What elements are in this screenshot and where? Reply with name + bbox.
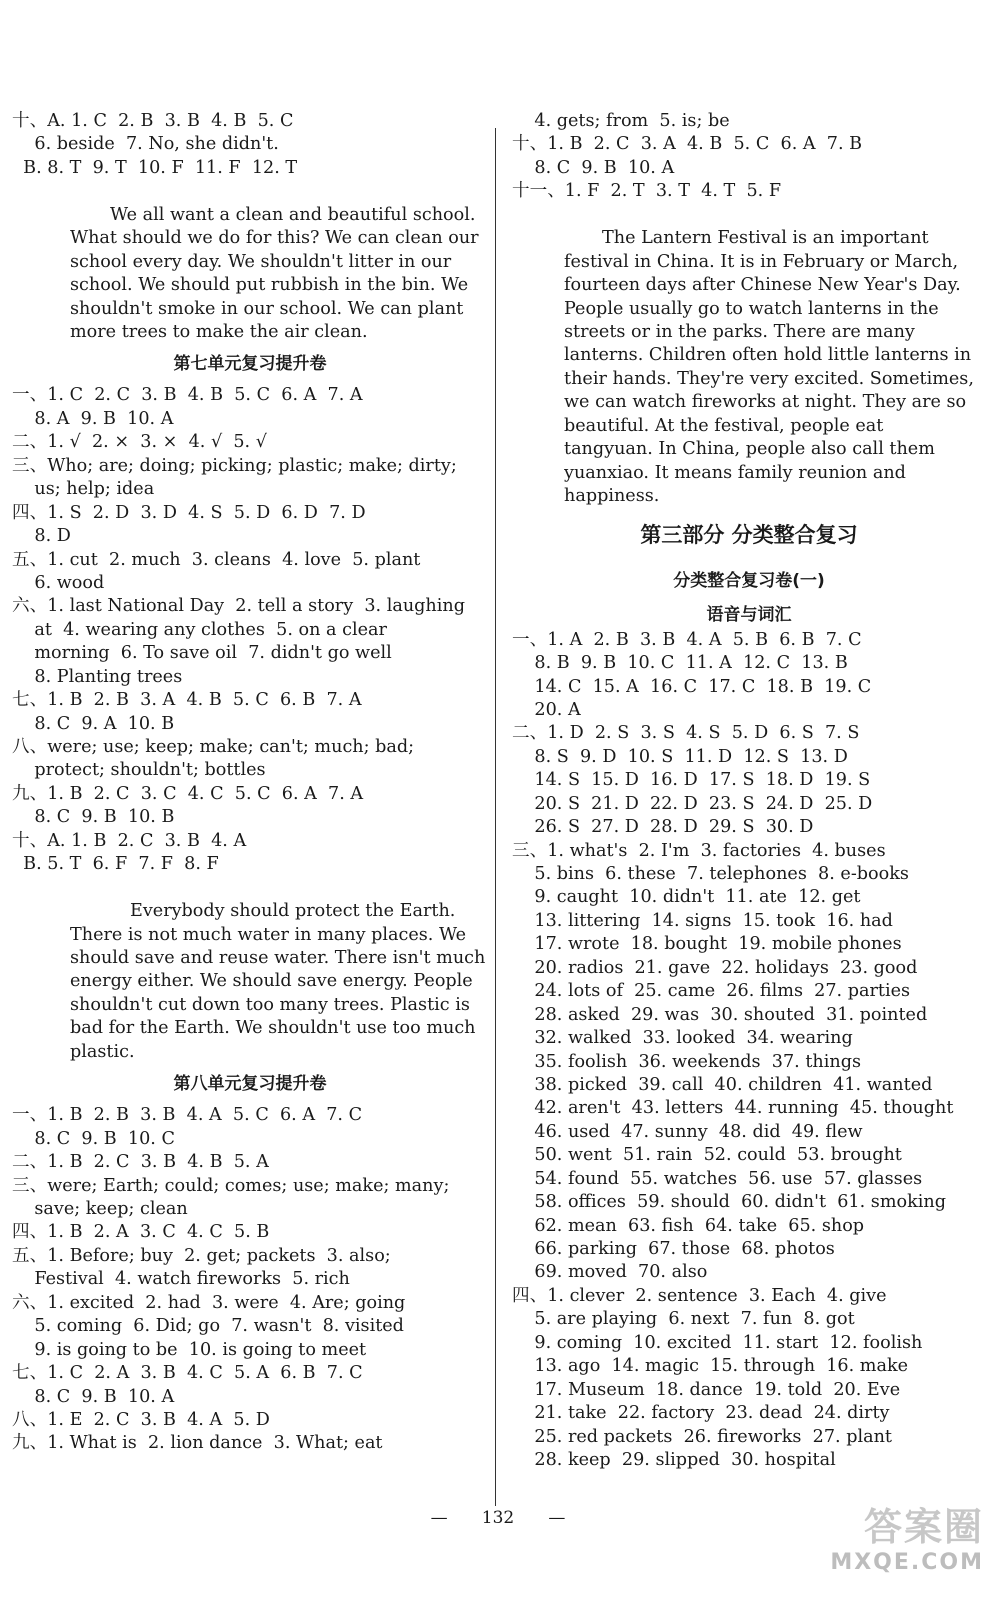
answer-line: 六、1. last National Day 2. tell a story 3. laughing (12, 596, 465, 617)
answer-line: 四、1. B 2. A 3. C 4. C 5. B (12, 1222, 270, 1243)
essay-line: beautiful. At the festival, people eat (564, 415, 884, 436)
essay-line: energy either. We should save energy. People (70, 971, 473, 992)
essay-line: People usually go to watch lanterns in the (564, 298, 939, 319)
answer-line: 13. ago 14. magic 15. through 16. make (512, 1356, 909, 1377)
answer-line: 九、1. What is 2. lion dance 3. What; eat (12, 1433, 383, 1454)
essay-line: We all want a clean and beautiful school. (110, 204, 476, 225)
answer-line: 69. moved 70. also (512, 1262, 708, 1283)
essay-line: festival in China. It is in February or March, (564, 251, 959, 272)
answer-line: 一、1. B 2. B 3. B 4. A 5. C 6. A 7. C (12, 1105, 363, 1126)
left-column (12, 110, 488, 1456)
answer-line: 24. lots of 25. came 26. films 27. parties (512, 981, 911, 1002)
answer-line: 17. wrote 18. bought 19. mobile phones (512, 934, 902, 955)
answer-line: 5. coming 6. Did; go 7. wasn't 8. visited (12, 1316, 404, 1337)
answer-line: morning 6. To save oil 7. didn't go well (12, 643, 392, 664)
answer-line: 20. radios 21. gave 22. holidays 23. good (512, 957, 918, 978)
answer-line: 17. Museum 18. dance 19. told 20. Eve (512, 1379, 901, 1400)
answer-line: us; help; idea (12, 479, 155, 500)
answer-line: 8. D (12, 526, 71, 547)
answer-line: 13. littering 14. signs 15. took 16. had (512, 910, 893, 931)
page-number: — 132 — (430, 1508, 566, 1528)
answer-line: 35. foolish 36. weekends 37. things (512, 1051, 861, 1072)
essay-header (512, 204, 986, 227)
answer-line: 8. C 9. B 10. C (12, 1128, 175, 1149)
answer-line: 50. went 51. rain 52. could 53. brought (512, 1145, 902, 1166)
essay-line: streets or in the parks. There are many (564, 322, 915, 342)
part-heading: 第三部分 分类整合复习 (640, 522, 858, 547)
answer-line: 9. coming 10. excited 11. start 12. foolish (512, 1332, 923, 1353)
answer-line: 七、1. B 2. B 3. A 4. B 5. C 6. B 7. A (12, 690, 362, 711)
column-divider (495, 128, 496, 1506)
answer-line: 4. gets; from 5. is; be (512, 111, 730, 131)
unit-heading: 第八单元复习提升卷 (173, 1074, 327, 1095)
answer-line: 五、1. Before; buy 2. get; packets 3. also; (12, 1245, 391, 1266)
answer-line: protect; shouldn't; bottles (12, 760, 266, 781)
answer-line: 20. S 21. D 22. D 23. S 24. D 25. D (512, 793, 873, 814)
unit-heading: 第七单元复习提升卷 (173, 354, 327, 375)
answer-line: 二、1. D 2. S 3. S 4. S 5. D 6. S 7. S (512, 723, 860, 744)
answer-line: B. 5. T 6. F 7. F 8. F (12, 854, 219, 875)
answer-line: 十、1. B 2. C 3. A 4. B 5. C 6. A 7. B (512, 134, 863, 155)
answer-line: 46. used 47. sunny 48. did 49. flew (512, 1121, 863, 1142)
answer-line: at 4. wearing any clothes 5. on a clear (12, 619, 387, 640)
right-column (512, 110, 986, 1472)
essay-header (12, 877, 488, 900)
answer-line: 8. C 9. B 10. B (12, 807, 175, 828)
essay-body (512, 227, 986, 508)
answer-line: 26. S 27. D 28. D 29. S 30. D (512, 817, 814, 838)
essay-line: more trees to make the air clean. (70, 322, 368, 343)
answer-line: 三、1. what's 2. I'm 3. factories 4. buses (512, 840, 886, 861)
answer-line: 8. C 9. B 10. A (512, 157, 675, 178)
answer-line: 21. take 22. factory 23. dead 24. dirty (512, 1403, 890, 1424)
essay-header (12, 180, 488, 203)
answer-line: 14. C 15. A 16. C 17. C 18. B 19. C (512, 676, 872, 697)
answer-line: 66. parking 67. those 68. photos (512, 1239, 835, 1259)
answer-line: 一、1. C 2. C 3. B 4. B 5. C 6. A 7. A (12, 385, 363, 406)
essay-line: their hands. They're very excited. Sometimes, (564, 368, 974, 389)
answer-line: 四、1. clever 2. sentence 3. Each 4. give (512, 1285, 887, 1306)
essay-line: we can watch fireworks at night. They are so (564, 392, 967, 413)
answer-line: 54. found 55. watches 56. use 57. glasses (512, 1168, 923, 1189)
answer-line: 五、1. cut 2. much 3. cleans 4. love 5. plant (12, 549, 421, 570)
answer-line: 5. bins 6. these 7. telephones 8. e-books (512, 864, 909, 884)
answer-line: 八、were; use; keep; make; can't; much; bad; (12, 737, 415, 758)
answer-line: 5. are playing 6. next 7. fun 8. got (512, 1309, 855, 1330)
watermark (816, 1504, 984, 1596)
answer-line: 9. is going to be 10. is going to meet (12, 1339, 367, 1360)
answer-line: 一、1. A 2. B 3. B 4. A 5. B 6. B 7. C (512, 629, 862, 650)
answer-line: 6. beside 7. No, she didn't. (12, 134, 279, 155)
answer-line: 14. S 15. D 16. D 17. S 18. D 19. S (512, 770, 871, 791)
answer-line: 62. mean 63. fish 64. take 65. shop (512, 1215, 865, 1236)
answer-line: Festival 4. watch fireworks 5. rich (12, 1269, 350, 1290)
answer-line: 8. A 9. B 10. A (12, 408, 174, 429)
answer-line: 八、1. E 2. C 3. B 4. A 5. D (12, 1409, 270, 1430)
essay-line: plastic. (70, 1041, 135, 1062)
answer-line: 58. offices 59. should 60. didn't 61. smoking (512, 1192, 946, 1213)
essay-body (12, 204, 488, 345)
essay-line: fourteen days after Chinese New Year's Day. (564, 275, 961, 296)
answer-line: 十、A. 1. B 2. C 3. B 4. A (12, 830, 247, 851)
answer-line: 8. B 9. B 10. C 11. A 12. C 13. B (512, 653, 848, 674)
page-number-value: 132 (481, 1508, 515, 1528)
essay-line: Everybody should protect the Earth. (130, 901, 456, 922)
essay-line: shouldn't cut down too many trees. Plastic is (70, 994, 470, 1015)
answer-line: 28. keep 29. slipped 30. hospital (512, 1449, 836, 1470)
watermark-logo: 答案圈 (863, 1505, 984, 1549)
answer-line: 20. A (512, 699, 581, 720)
answer-line: B. 8. T 9. T 10. F 11. F 12. T (12, 157, 298, 178)
answer-line: 8. Planting trees (12, 666, 183, 687)
answer-line: 七、1. C 2. A 3. B 4. C 5. A 6. B 7. C (12, 1363, 363, 1384)
answer-line: 28. asked 29. was 30. shouted 31. pointed (512, 1004, 928, 1025)
essay-line: There is not much water in many places. We (70, 924, 467, 945)
answer-line: 十一、1. F 2. T 3. T 4. T 5. F (512, 181, 782, 202)
answer-line: 38. picked 39. call 40. children 41. wanted (512, 1074, 933, 1095)
essay-line: tangyuan. In China, people also call them (564, 439, 935, 460)
answer-line: save; keep; clean (12, 1199, 188, 1220)
essay-line: should save and reuse water. There isn't much (70, 948, 486, 968)
answer-line: 42. aren't 43. letters 44. running 45. thought (512, 1098, 954, 1119)
answer-line: 8. S 9. D 10. S 11. D 12. S 13. D (512, 746, 848, 767)
essay-line: What should we do for this? We can clean our (70, 228, 479, 249)
answer-line: 6. wood (12, 572, 105, 593)
essay-line: school. We should put rubbish in the bin. We (70, 275, 469, 296)
essay-line: The Lantern Festival is an important (602, 228, 929, 249)
answer-line: 32. walked 33. looked 34. wearing (512, 1028, 853, 1049)
watermark-url: MXQE.COM (830, 1550, 984, 1575)
essay-line: happiness. (564, 486, 660, 507)
answer-line: 六、1. excited 2. had 3. were 4. Are; going (12, 1292, 406, 1313)
sub-heading: 分类整合复习卷(一) (673, 570, 825, 591)
essay-line: school every day. We shouldn't litter in our (70, 251, 452, 272)
answer-line: 8. C 9. B 10. A (12, 1386, 175, 1407)
answer-line: 九、1. B 2. C 3. C 4. C 5. C 6. A 7. A (12, 783, 364, 804)
answer-line: 8. C 9. A 10. B (12, 713, 175, 734)
answer-line: 二、1. √ 2. × 3. × 4. √ 5. √ (12, 432, 267, 453)
answer-line: 三、Who; are; doing; picking; plastic; make; dirty; (12, 455, 457, 476)
essay-line: bad for the Earth. We shouldn't use too much (70, 1018, 476, 1039)
answer-line: 9. caught 10. didn't 11. ate 12. get (512, 887, 861, 908)
answer-line: 二、1. B 2. C 3. B 4. B 5. A (12, 1152, 269, 1173)
essay-line: yuanxiao. It means family reunion and (564, 462, 906, 483)
answer-line: 四、1. S 2. D 3. D 4. S 5. D 6. D 7. D (12, 502, 366, 523)
answer-line: 三、were; Earth; could; comes; use; make; many; (12, 1175, 450, 1196)
answer-line: 十、A. 1. C 2. B 3. B 4. B 5. C (12, 111, 294, 131)
answer-line: 25. red packets 26. fireworks 27. plant (512, 1426, 893, 1447)
section-heading: 语音与词汇 (706, 604, 792, 625)
essay-line: lanterns. Children often hold little lanterns in (564, 345, 972, 366)
essay-line: shouldn't smoke in our school. We can plant (70, 298, 464, 319)
essay-body (12, 900, 488, 1064)
